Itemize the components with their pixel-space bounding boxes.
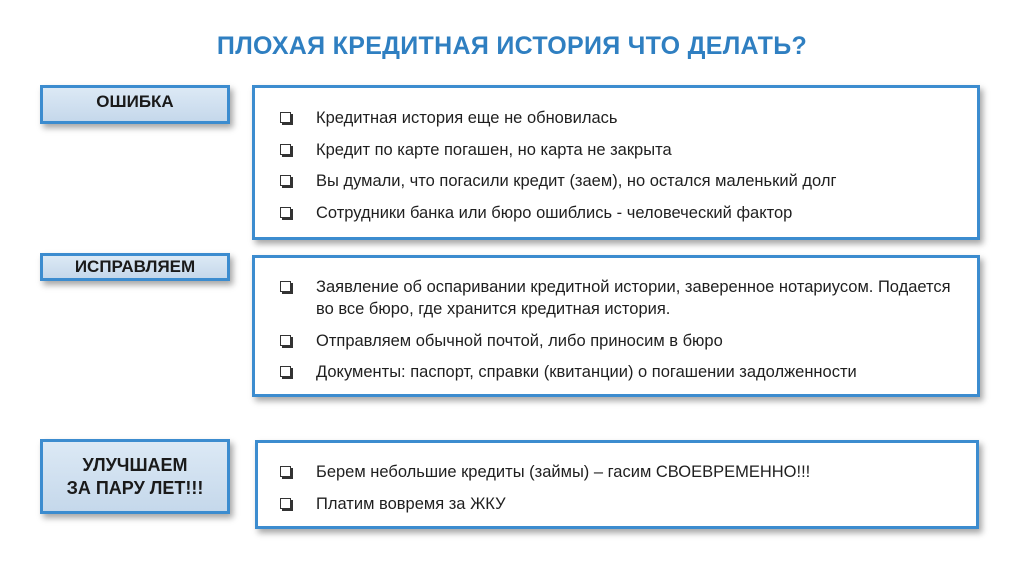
list-item (277, 107, 967, 129)
checkbox-square-icon (280, 498, 291, 509)
list-item-text: Сотрудники банка или бюро ошиблись - человеческий фактор (316, 203, 793, 222)
checkbox-square-icon (280, 366, 291, 377)
list-item-text: Платим вовремя за ЖКУ (316, 494, 506, 513)
list-item (277, 461, 967, 483)
list-item-text: Документы: паспорт, справки (квитанции) о погашении задолженности (316, 363, 857, 381)
section-box-improve (255, 440, 979, 529)
section-box-error (252, 85, 980, 240)
bullet-list (277, 276, 972, 393)
checkbox-square-icon (280, 466, 291, 477)
list-item-text: Кредит по карте погашен, но карта не закрыта (316, 140, 672, 159)
list-item (277, 139, 967, 161)
section-label-text: ОШИБКА (96, 92, 174, 111)
list-item (277, 361, 972, 383)
bullet-list (277, 461, 967, 524)
checkbox-square-icon (280, 144, 291, 155)
list-item-text: Заявление об оспаривании кредитной истории, заверенное нотариусом. Подается во все бюро, где хранится кредитная история. (316, 278, 951, 318)
section-label-line: УЛУЧШАЕМ (82, 454, 188, 475)
checkbox-square-icon (280, 335, 291, 346)
bullet-list (277, 107, 967, 233)
list-item (277, 202, 967, 224)
list-item (277, 276, 972, 320)
checkbox-square-icon (280, 112, 291, 123)
section-label-fix (40, 253, 230, 281)
section-label-improve (40, 439, 230, 514)
checkbox-square-icon (280, 281, 291, 292)
section-label-line: ЗА ПАРУ ЛЕТ!!! (66, 477, 204, 498)
section-box-fix (252, 255, 980, 397)
list-item-text: Отправляем обычной почтой, либо приносим в бюро (316, 331, 723, 350)
section-label-text (67, 454, 204, 500)
checkbox-square-icon (280, 207, 291, 218)
checkbox-square-icon (280, 175, 291, 186)
list-item-text: Кредитная история еще не обновилась (316, 109, 618, 127)
list-item (277, 170, 967, 192)
list-item-text: Вы думали, что погасили кредит (заем), но остался маленький долг (316, 172, 837, 190)
list-item-text: Берем небольшие кредиты (займы) – гасим СВОЕВРЕМЕННО!!! (316, 463, 811, 481)
section-label-error (40, 85, 230, 124)
list-item (277, 330, 972, 352)
section-label-text: ИСПРАВЛЯЕМ (74, 257, 196, 276)
page-title: ПЛОХАЯ КРЕДИТНАЯ ИСТОРИЯ ЧТО ДЕЛАТЬ? (216, 32, 808, 60)
list-item (277, 493, 967, 515)
